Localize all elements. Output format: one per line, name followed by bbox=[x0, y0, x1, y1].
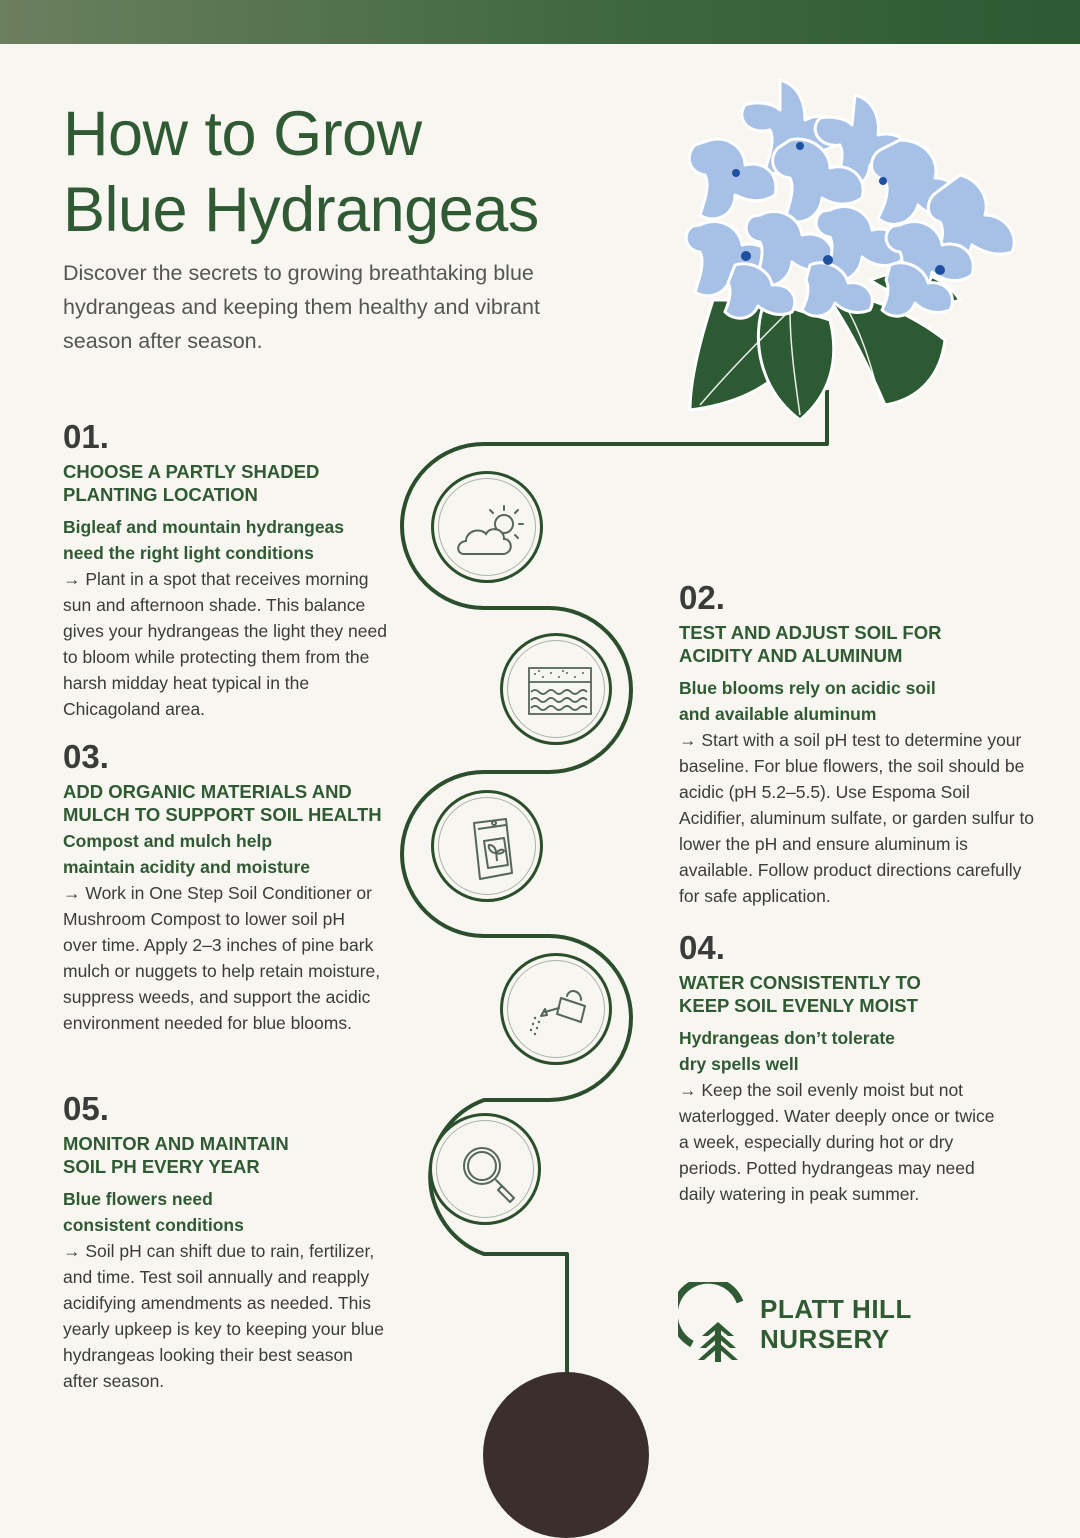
sun-cloud-icon bbox=[454, 494, 526, 566]
compost-bag-icon bbox=[454, 813, 526, 885]
step-5-number: 05. bbox=[63, 1090, 109, 1127]
step-1-heading: CHOOSE A PARTLY SHADED PLANTING LOCATION bbox=[63, 461, 320, 505]
step-2-number: 02. bbox=[679, 579, 725, 616]
magnifying-glass-icon bbox=[452, 1136, 524, 1208]
step-5-icon-circle bbox=[429, 1113, 541, 1225]
step-3-heading: ADD ORGANIC MATERIALS AND MULCH TO SUPPORT SOIL HEALTH bbox=[63, 781, 382, 825]
step-2-subheading: Blue blooms rely on acidic soil and available aluminum bbox=[679, 678, 936, 724]
hydrangea-illustration bbox=[676, 78, 1026, 418]
step-3-subheading: Compost and mulch help maintain acidity and moisture bbox=[63, 831, 310, 877]
logo-line-1: PLATT HILL bbox=[760, 1294, 912, 1324]
title-line-1: How to Grow bbox=[63, 99, 422, 169]
step-5-subheading: Blue flowers need consistent conditions bbox=[63, 1189, 244, 1235]
step-4 bbox=[679, 929, 999, 1207]
step-4-subheading: Hydrangeas don’t tolerate dry spells well bbox=[679, 1028, 895, 1074]
logo-line-2: NURSERY bbox=[760, 1324, 890, 1354]
step-1 bbox=[63, 418, 398, 722]
step-4-icon-circle bbox=[500, 953, 612, 1065]
step-4-heading: WATER CONSISTENTLY TO KEEP SOIL EVENLY MOIST bbox=[679, 972, 921, 1016]
logo-wordmark bbox=[760, 1294, 912, 1354]
step-5 bbox=[63, 1090, 385, 1394]
step-2-icon-circle bbox=[500, 633, 612, 745]
watering-can-icon bbox=[523, 976, 595, 1048]
step-5-body: → Soil pH can shift due to rain, fertilizer, and time. Test soil annually and reapply acidifying amendments as needed. This yearly upkeep is key to keeping your blue hydrangeas looking their best season after season. bbox=[63, 1241, 385, 1391]
soil-layers-icon bbox=[523, 656, 595, 728]
step-1-icon-circle bbox=[431, 471, 543, 583]
step-2 bbox=[679, 579, 1039, 909]
step-1-number: 01. bbox=[63, 418, 109, 455]
step-4-body: → Keep the soil evenly moist but not waterlogged. Water deeply once or twice a week, especially during hot or dry periods. Potted hydrangeas may need daily watering in peak summer. bbox=[679, 1080, 995, 1204]
step-4-number: 04. bbox=[679, 929, 725, 966]
step-2-body: → Start with a soil pH test to determine your baseline. For blue flowers, the soil should be acidic (pH 5.2–5.5). Use Espoma Soil Acidifier, aluminum sulfate, or garden sulfur to lower the pH and ensure aluminum is available. Follow product directions carefully for safe application. bbox=[679, 730, 1035, 906]
step-1-body: → Plant in a spot that receives morning sun and afternoon shade. This balance gives your hydrangeas the light they need to bloom while protecting them from the harsh midday heat typical in the Chicagoland area. bbox=[63, 569, 387, 719]
step-3-body: → Work in One Step Soil Conditioner or Mushroom Compost to lower soil pH over time. Apply 2–3 inches of pine bark mulch or nuggets to help retain moisture, suppress weeds, and support the acidic environment needed for blue blooms. bbox=[63, 883, 381, 1033]
step-3-icon-circle bbox=[431, 790, 543, 902]
title-line-2: Blue Hydrangeas bbox=[63, 175, 539, 245]
soil-mound bbox=[483, 1372, 649, 1538]
step-2-heading: TEST AND ADJUST SOIL FOR ACIDITY AND ALUMINUM bbox=[679, 622, 942, 666]
step-3 bbox=[63, 738, 383, 1036]
page-subtitle: Discover the secrets to growing breathtaking blue hydrangeas and keeping them healthy and vibrant season after season. bbox=[63, 261, 540, 353]
step-3-number: 03. bbox=[63, 738, 109, 775]
nursery-logo-icon bbox=[678, 1282, 758, 1366]
step-5-heading: MONITOR AND MAINTAIN SOIL PH EVERY YEAR bbox=[63, 1133, 289, 1177]
step-1-subheading: Bigleaf and mountain hydrangeas need the right light conditions bbox=[63, 517, 345, 563]
platt-hill-logo bbox=[678, 1282, 938, 1366]
